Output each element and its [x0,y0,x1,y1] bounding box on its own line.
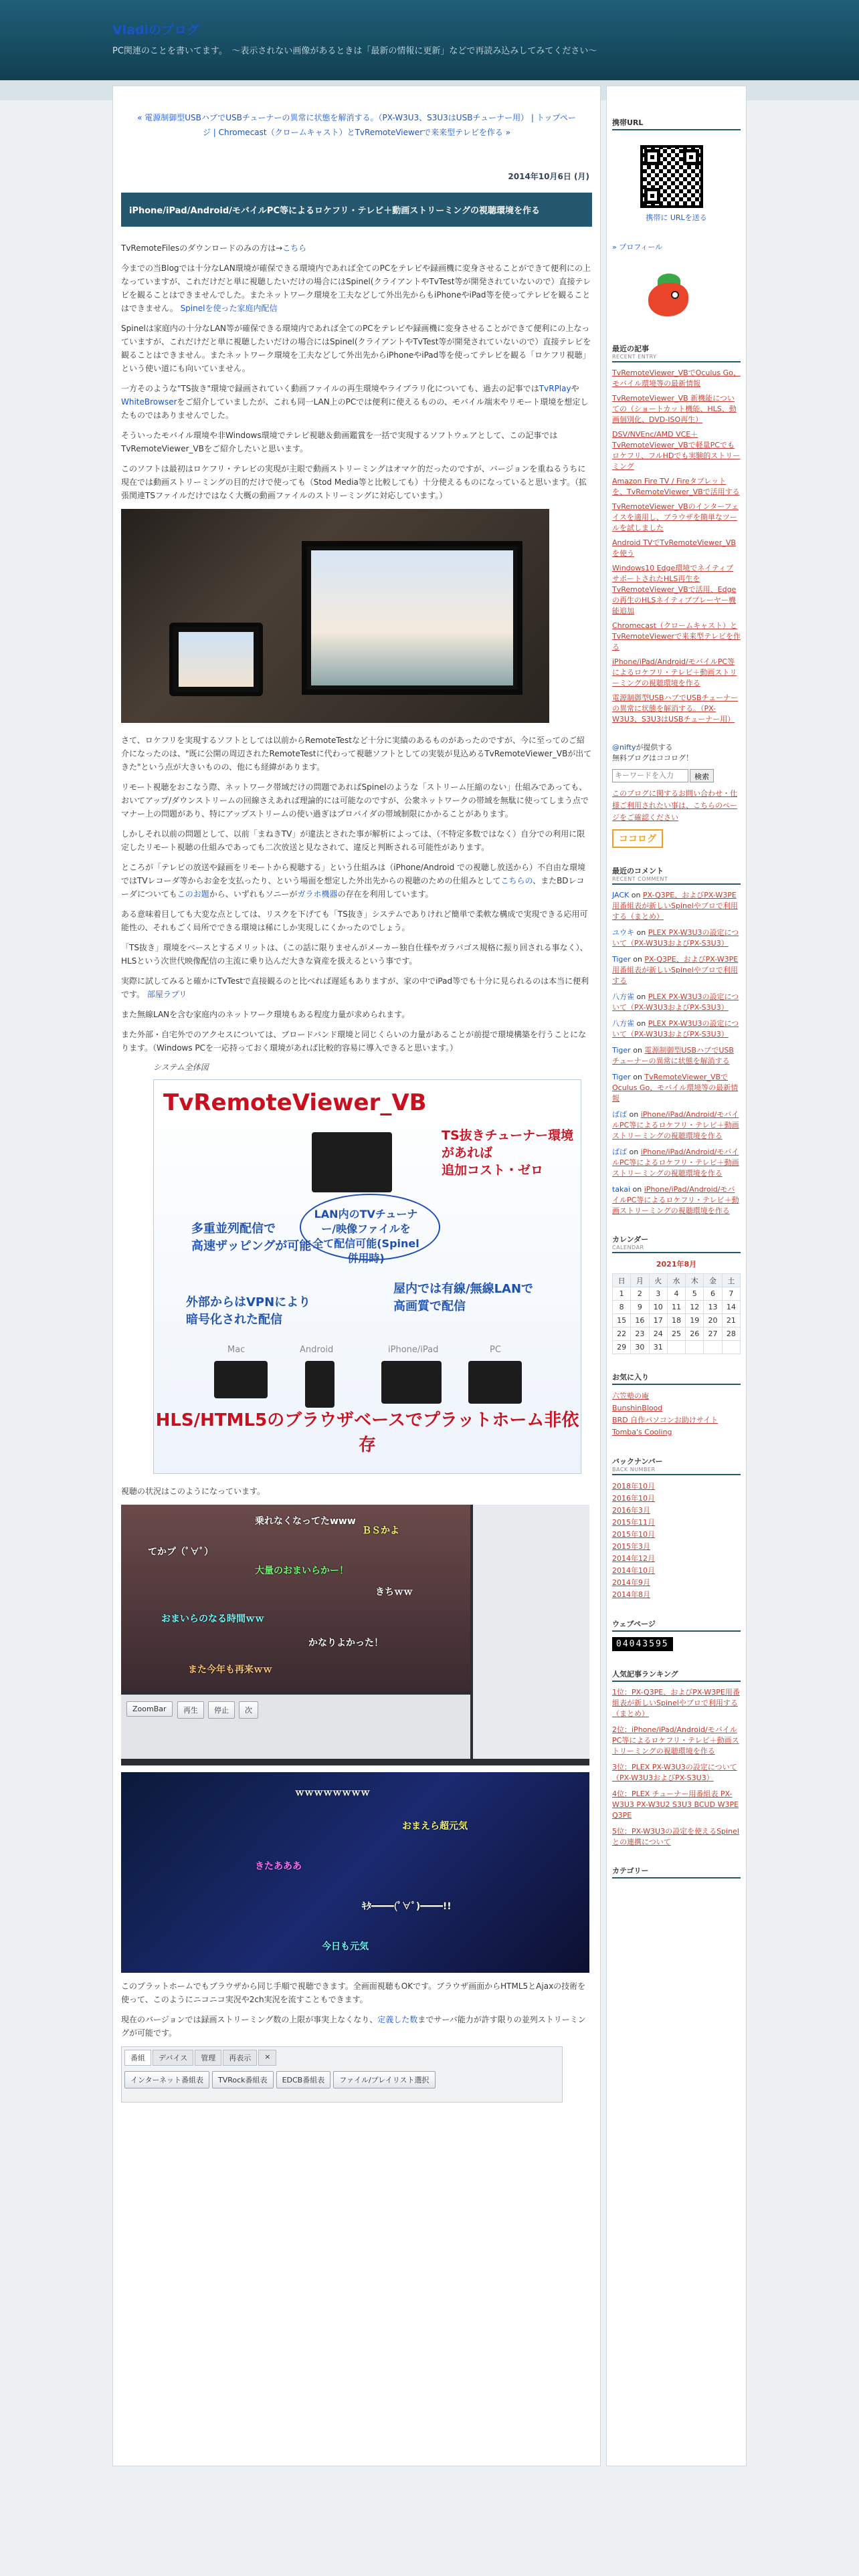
recent-entry-link[interactable]: DSV/NVEnc/AMD VCE＋TvRemoteViewer_VBで軽量PCでもロケフリ、フルHDでも実験的ストリーミング [612,430,741,471]
comment-text: また今年も再来ｗｗ [188,1665,272,1675]
para-text: 一方そのような"TS抜き"環境で録画されていく動画ファイルの再生環境やライブラリ化についても、過去の記事では [121,384,539,393]
recent-entry-link[interactable]: TvRemoteViewer_VBのインターフェイスを適用し、ブラウザを簡単なツールを試しました [612,502,739,532]
qr-corner [683,149,699,165]
calendar-day [704,1341,722,1354]
calendar-day: 25 [667,1327,685,1341]
cocolog-promo-link[interactable]: このブログに関するお問い合わせ・仕様ご利用されたい事は、こちらのページをご確認ください [612,789,737,822]
heading-text: 最近の記事 [612,344,649,353]
calendar-day [686,1341,704,1354]
comment-text: きたあああ [255,1861,302,1872]
list-item [612,368,741,389]
article-link[interactable]: 部屋ラプリ [147,990,187,999]
heading-sub: CALENDAR [612,1245,644,1251]
paragraph: このプラットホームでもブラウザから同じ手順で視聴できます。全画面視聴もOKです。ブラウザ画面からHTML5とAjaxの技術を使って、このようにニコニコ実況や2ch実況を流すこともできます。 [121,1981,586,2004]
calendar-day: 23 [631,1327,649,1341]
calendar-table [612,1273,741,1354]
heading-sub: RECENT COMMENT [612,876,668,882]
article-link[interactable]: このお題 [177,889,209,899]
calendar-day: 4 [667,1287,685,1301]
comment-on: on [636,1019,646,1028]
favorite-link[interactable]: BunshinBlood [612,1404,663,1412]
ranking-list [612,1687,741,1848]
calendar-day: 30 [631,1341,649,1354]
para-text: ところが「テレビの放送や録画をリモートから視聴する」という仕組みは（iPhone/Android での視聴し放送から）不自由な環境ではTVレコーダ等からお金を支払ったり、という場面を想定した外出先からの視聴のための仕組みとして [121,863,586,885]
comment-on: on [633,955,642,964]
comment-on: on [629,1110,639,1119]
comment-author[interactable]: Tiger [612,1073,631,1081]
ranking-link[interactable]: 4位：PLEX チューナー用番組表 PX-W3U3 PX-W3U2 S3U3 BCUD W3PE Q3PE [612,1790,739,1820]
paragraph: 視聴の状況はこのようになっています。 [121,1487,266,1496]
tv-large [302,541,522,695]
system-diagram [153,1079,581,1474]
comment-post-link[interactable]: iPhone/iPad/Android/モバイルPC等によるロケフリ・テレビ＋動画ストリーミングの視聴環境を作る [612,1148,739,1178]
comment-author[interactable]: 八方雀 [612,1019,634,1028]
cocolog-logo[interactable]: ココログ [612,829,663,848]
calendar-row [613,1341,741,1354]
comment-post-link[interactable]: iPhone/iPad/Android/モバイルPC等によるロケフリ・テレビ＋動画ストリーミングの視聴環境を作る [612,1185,739,1215]
calendar-day: 24 [649,1327,667,1341]
list-item [612,429,741,472]
comment-post-link[interactable]: TvRemoteViewer_VBでOculus Go、モバイル環境等の最新情報 [612,1073,739,1103]
category-block [612,1865,741,1879]
calendar-day: 3 [649,1287,667,1301]
comment-author[interactable]: JACK [612,891,630,899]
para-text: をご紹介していましたが、これも同一LAN上のPCでは便利に使えるものの、モバイル端末やリモート環境を想定したものではありませんでした。 [121,397,589,420]
sidebar-heading: お気に入り [612,1372,741,1385]
favorite-link[interactable]: 六笠塾の庵 [612,1392,649,1400]
archive-link[interactable]: 2015年10月 [612,1530,655,1539]
list-item [612,476,741,498]
calendar-row [613,1314,741,1327]
calendar-day: 11 [667,1301,685,1314]
paragraph [121,861,592,901]
nifty-link[interactable]: @nifty [612,743,636,752]
paragraph: そういったモバイル環境や非Windows環境でテレビ視聴＆動画鑑賞を一括で実現するソフトウェアとして、この記事ではTvRemoteViewer_VBをご紹介したいと思います。 [121,431,558,453]
edcb-guide-button[interactable]: EDCB番組表 [276,2071,331,2088]
comment-post-link[interactable]: PLEX PX-W3U3の設定について（PX-W3U3およびPX-S3U3） [612,992,739,1012]
paragraph [121,261,592,315]
para-text: までサーバ能力が許す限りの並列ストリーミングが可能です。 [121,2015,586,2038]
calendar-day: 27 [704,1327,722,1341]
diagram-note: LAN内のTVチューナー/映像ファイルを 全て配信可能(Spinel併用時) [312,1208,419,1265]
nifty-promo [612,742,741,764]
diagram-note: 多重並列配信で 高速ザッピングが可能 [191,1222,312,1253]
archive-link[interactable]: 2014年8月 [612,1590,650,1599]
comment-list [612,890,741,1216]
paragraph: リモート視聴をおこなう際、ネットワーク帯域だけの問題であればSpinelのような「ストリーム圧縮のない」仕組みであっても、おいてアップ/ダウンストリームの回線さえあれば理論的には可能なのですが、公衆ネットワークの帯域を無駄に使ってしまう点でマナー上の問題があり、特にアップストリームの使い過ぎはプロバイダの帯域制限にかかることがあります。 [121,782,589,819]
calendar-day: 6 [704,1287,722,1301]
paragraph: ある意味着目しても大変な点としては、リスクを下げても「TS抜き」システムでありけれど簡単で柔軟な構成で実現できる応用可能性の、それもごく局所でできる環境は稀にしか実現しにくかったのでしょう。 [121,909,588,932]
article-link[interactable]: こちらの [500,876,533,885]
calendar-day: 9 [631,1301,649,1314]
comment-post-link[interactable]: PLEX PX-W3U3の設定について（PX-W3U3およびPX-S3U3） [612,1019,739,1039]
calendar-day: 26 [686,1327,704,1341]
list-item [612,1045,741,1067]
sidebar-heading [612,865,741,885]
sidebar-heading: 携帯URL [612,117,741,130]
list-item [612,1725,741,1757]
comment-text: 大量のおまいらかー！ [255,1566,349,1576]
recent-entry-link[interactable]: TvRemoteViewer_VB 新機能についての（ショートカット機能、HLS、動画個別化、DVD-ISO再生） [612,394,737,424]
favorite-link[interactable]: Tomba's Cooling [612,1428,672,1436]
list-item [612,1147,741,1179]
paragraph: このソフトは最初はロケフリ・テレビの実現が主眼で動画ストリーミングはオマケ的だったのですが、バージョンを重ねるうちに現在では動画ストリーミングの目的だけで使っても（Stod Media等と比較しても）十分使えるものになっていると思います。（拡張関連TSファイルだけではなく大概の動画ファイルのストリーミングに対応しています。） [121,464,587,500]
paragraph [121,974,592,1001]
comment-on: on [633,1073,642,1081]
post-title: iPhone/iPad/Android/モバイルPC等によるロケフリ・テレビ＋動画ストリーミングの視聴環境を作る [121,193,592,227]
calendar-day: 8 [613,1301,631,1314]
site-title[interactable]: Vladiのブログ [112,23,200,37]
calendar-day: 7 [722,1287,740,1301]
calendar-day: 19 [686,1314,704,1327]
diagram-note: 屋内では有線/無線LANで 高画質で配信 [393,1282,534,1313]
heading-text: バックナンバー [612,1457,663,1466]
paragraph: さて、ロケフリを実現するソフトとしては以前からRemoteTestなど十分に実績のあるものがあったのですが、今に至ってのご紹介になったのは、"既に公開の周辺されたRemoteTestに代わって視聴ソフトとしての実装が見込めるTvRemoteViewer_VBが出てきた"という点が大きいものの、他にも経緯があります。 [121,736,592,772]
list-item [612,1687,741,1719]
paragraph [121,382,592,422]
list-item [612,1018,741,1040]
recent-entry-list [612,368,741,725]
calendar-day: 16 [631,1314,649,1327]
diagram-footer: HLS/HTML5のブラウザベースでプラットホーム非依存 [155,1410,579,1455]
comment-post-link[interactable]: PLEX PX-W3U3の設定について（PX-W3U3およびPX-S3U3） [612,928,739,948]
comment-author[interactable]: Tiger [612,1046,631,1055]
paragraph [121,241,592,255]
comment-text: ｷﾀ━━━━(ﾟ∀ﾟ)━━━━!! [362,1901,452,1912]
paragraph [121,2013,592,2040]
laptop-device [214,1361,268,1398]
calendar-day: 14 [722,1301,740,1314]
comment-author[interactable]: ユウキ [612,928,634,937]
mascot-body [648,283,688,316]
calendar-day: 31 [649,1341,667,1354]
diagram-note: TS抜きチューナー環境があれば 追加コスト・ゼロ [442,1128,574,1178]
tvrock-guide-button[interactable]: TVRock番組表 [212,2071,274,2088]
archive-link[interactable]: 2015年11月 [612,1518,655,1527]
diagram-title: TvRemoteViewer_VB [163,1089,427,1116]
list-item [612,1762,741,1784]
tv-screen [311,550,513,685]
webpage-block [612,1618,741,1651]
sidebar-heading: ウェブページ [612,1618,741,1632]
favorite-link[interactable]: BRD 自作パソコンお助けサイト [612,1416,719,1424]
comment-text: かなりよかった！ [308,1638,383,1648]
recent-entry-link[interactable]: TvRemoteViewer_VBでOculus Go、モバイル環境等の最新情報 [612,368,741,388]
comment-post-link[interactable]: 電源制御型USBハブでUSBチューナーの異常に状態を解消する [612,1046,734,1065]
site-description: PC関連のことを書いてます。 ～表示されない画像があるときは「最新の情報に更新」などで再読み込みしてみてください～ [112,46,597,56]
comment-text: ｗｗｗｗｗｗｗｗ [295,1788,370,1798]
paragraph: また無線LANを含む家庭内のネットワーク環境もある程度力量が求められます。 [121,1010,410,1019]
comment-pane [473,1505,589,1759]
calendar-day [722,1341,740,1354]
next-post-link[interactable]: Chromecast（クロームキャスト）とTvRemoteViewerで来来型テレビを作る » [218,128,511,137]
weekday-label: 日 [613,1274,631,1287]
android-device [305,1361,335,1408]
comment-text: おまえら超元気 [402,1821,468,1832]
comment-text: おまいらのなる時間ｗｗ [161,1614,264,1624]
list-item [612,1789,741,1821]
list-item [612,563,741,617]
para-text: 今までの当Blogでは十分なLAN環境が確保できる環境内であれば全てのPCをテレビや録画機に変身させることができて便利にの上なっていますが、これだけだと単に視聴したいだけの場合にはSpinel(クライアントやTvTest等が開発されていないので）直接テレビを観ることはできませんでした。またネットワーク環境を工夫などして外出先からもiPhoneやiPad等を使ってテレビを観ることはできません。 [121,263,591,313]
calendar-day: 29 [613,1341,631,1354]
comment-on: on [632,1185,642,1194]
tv-photo [121,509,549,723]
list-item [612,693,741,725]
file-select-button[interactable]: ファイル/プレイリスト選択 [333,2071,435,2088]
mascot-eye [671,291,679,299]
server-device [312,1132,392,1192]
comment-text: ＢＳかよ [362,1525,399,1536]
post-date: 2014年10月6日 (月) [508,172,589,181]
calendar-day [667,1341,685,1354]
weekday-label: 木 [686,1274,704,1287]
calendar-day: 28 [722,1327,740,1341]
recent-entry-link[interactable]: 電源制御型USBハブでUSBチューナーの異常に状態を解消する。（PX-W3U3、S3U3はUSBチューナー用） [612,693,739,724]
download-link[interactable]: こちら [282,243,307,253]
profile-link[interactable]: » プロフィール [612,243,663,251]
device-label: Mac [227,1345,246,1355]
whitebrowser-link[interactable]: WhiteBrowser [121,397,177,407]
ranking-link[interactable]: 5位：PX-W3U3の設定を使えるSpinelとの連携について [612,1827,739,1846]
calendar-day: 18 [667,1314,685,1327]
player-controls [121,1695,470,1759]
qr-code [640,145,703,208]
search-button[interactable]: 検索 [690,769,714,782]
promo-text: が提供する 無料ブログはココログ！ [612,743,693,762]
list-item [612,1184,741,1216]
weekday-label: 金 [704,1274,722,1287]
calendar-month: 2021年8月 [656,1260,697,1269]
calendar-day: 17 [649,1314,667,1327]
mascot-image [644,274,694,323]
recent-entry-link[interactable]: iPhone/iPad/Android/モバイルPC等によるロケフリ・テレビ＋動画ストリーミングの視聴環境を作る [612,657,737,687]
weekday-label: 月 [631,1274,649,1287]
spinel-link[interactable]: Spinelを使った家庭内配信 [180,304,278,313]
paragraph: また外部・自宅外でのアクセスについては、ブロードバンド環境と同じくらいの力量があることが前提で環境構築を行うことになります。（Windows PCを一応持っておく環境があれば比較的容易に導入できると思います。） [121,1030,587,1053]
calendar-row [613,1287,741,1301]
comment-on: on [633,1046,642,1055]
sidebar-heading [612,1234,741,1253]
device-label: iPhone/iPad [388,1345,439,1355]
para-text: 、またBDレコーダについても [121,876,585,899]
para-text: から、いずれもソニーが [209,889,298,899]
comment-on: on [631,891,641,899]
comment-text: 乗れなくなってたwww [255,1516,356,1527]
recent-entries [612,343,741,725]
favorites-block [612,1372,741,1438]
sidebar-heading [612,343,741,362]
search-input[interactable] [612,769,688,782]
comment-post-link[interactable]: PX-Q3PE、およびPX-W3PE用番組表が新しいSpinelやブロで利用する [612,955,739,985]
comment-text: 今日も元気 [322,1941,369,1952]
calendar-day: 1 [613,1287,631,1301]
diagram-caption: システム全体図 [153,1063,209,1072]
list-item [612,1072,741,1104]
weekday-label: 土 [722,1274,740,1287]
archive-link[interactable]: 2014年10月 [612,1566,655,1575]
internet-guide-button[interactable]: インターネット番組表 [124,2071,209,2088]
search-row [612,769,741,782]
qr-corner [644,188,660,204]
list-item [612,621,741,653]
tv-small [169,623,263,696]
recent-entry-link[interactable]: Android TVでTvRemoteViewer_VBを使う [612,538,736,558]
list-item [612,538,741,559]
article-link[interactable]: 定義した数 [377,2015,418,2024]
play-button[interactable]: 再生 [177,1701,204,1719]
sidebar-heading: カテゴリー [612,1865,741,1879]
article-link[interactable]: ガラホ機器 [297,889,338,899]
calendar-day: 2 [631,1287,649,1301]
comment-post-link[interactable]: PX-Q3PE、およびPX-W3PE用番組表が新しいSpinelやブロで利用する（まとめ） [612,891,738,921]
calendar-row [613,1327,741,1341]
weekday-label: 水 [667,1274,685,1287]
comment-on: on [636,928,646,937]
list-item [612,1109,741,1142]
tvrplay-link[interactable]: TvRPlay [539,384,571,393]
ranking-block [612,1669,741,1848]
calendar-day: 15 [613,1314,631,1327]
archive-link[interactable]: 2014年9月 [612,1578,650,1587]
ui-buttons [122,2066,562,2094]
iphone-device [381,1361,442,1404]
tv-screen [179,632,254,687]
profile-label: プロフィール [619,243,663,251]
list-item [612,890,741,922]
list-item [612,1826,741,1848]
post-navigation: « 電源制御型USBハブでUSBチューナーの異常に状態を解消する。（PX-W3U3、S3U3はUSBチューナー用） | トップページ | Chromecast（クロームキャスト）とTvRemoteViewerで来来型テレビを作る » [137,113,576,137]
comment-post-link[interactable]: iPhone/iPad/Android/モバイルPC等によるロケフリ・テレビ＋動画ストリーミングの視聴環境を作る [612,1110,739,1140]
device-label: Android [300,1345,334,1355]
list-item [612,393,741,425]
recent-entry-link[interactable]: Windows10 Edge環境でネイティブサポートされたHLS再生をTvRemoteViewer_VBで活用、Edgeの再生のHLSネイティブプレーヤー機能追加 [612,564,737,615]
archive-link[interactable]: 2018年10月 [612,1482,655,1491]
calendar-day: 5 [686,1287,704,1301]
backnumber-block [612,1456,741,1601]
calendar-day: 21 [722,1314,740,1327]
viewer-screenshot [121,1505,589,1765]
para-text: 現在のバージョンでは録画ストリーミング数の上限が事実上なくなり、 [121,2015,378,2024]
archive-link[interactable]: 2015年3月 [612,1542,650,1551]
recent-entry-link[interactable]: Amazon Fire TV / Fireタブレットを、TvRemoteViewer_VBで活用する [612,477,740,496]
calendar-block [612,1234,741,1354]
main-content [112,86,601,2466]
weekday-label: 火 [649,1274,667,1287]
list-item [612,954,741,986]
tab-program[interactable]: 番組 [124,2050,151,2066]
next-button[interactable]: 次 [239,1701,258,1719]
calendar-day: 20 [704,1314,722,1327]
ranking-link[interactable]: 2位：iPhone/iPad/Android/モバイルPC等によるロケフリ・テレビ＋動画ストリーミングの視聴環境を作る [612,1725,739,1755]
heading-text: 最近のコメント [612,867,664,875]
para-text: TvRemoteFilesのダウンロードのみの方は→ [121,243,283,253]
mobile-url-block [612,117,741,224]
heading-text: カレンダー [612,1235,649,1244]
paragraph: Spinelは家庭内の十分なLAN等が確保できる環境内であれば全てのPCをテレビや録画機に変身させることができて便利にの上なっていますが、これだけだと単に視聴したいだけの場合にはSpinel(クライアントやTvTest等が開発されていないので）直接テレビを観ることはできません。またネットワーク環境を工夫などして外出先からiPhoneやiPad等を使ってテレビを観る「ロケフリ視聴」という使い道にも向いていません。 [121,324,591,373]
calendar-row [613,1301,741,1314]
access-counter: 04043595 [612,1637,673,1651]
sidebar-heading [612,1456,741,1475]
pc-device [468,1361,522,1404]
sidebar-heading: 人気記事ランキング [612,1669,741,1682]
paragraph: しかしそれ以前の問題として、以前「まねきTV」が違法とされた事が解析によっては、（不特定多数ではなく）自分での利用に限定したリモート視聴の仕組みであっても二次放送と見なされて、違反と判断される可能性があります。 [121,829,585,852]
heading-sub: RECENT ENTRY [612,354,657,360]
sidebar [606,86,747,2466]
viewer-ui-panel [121,2046,563,2103]
comment-author[interactable]: Tiger [612,955,631,964]
list-item [612,502,741,534]
para-text: や [571,384,579,393]
comment-text: てかプ（ﾟ∀ﾟ） [148,1547,213,1558]
comment-author[interactable]: ばば [612,1148,627,1156]
tab-admin[interactable]: 管理 [195,2050,221,2066]
ranking-link[interactable]: 1位：PX-Q3PE、およびPX-W3PE用番組表が新しいSpinelやブロで利用する（まとめ） [612,1688,740,1718]
device-label: PC [490,1345,501,1355]
qr-corner [644,149,660,165]
ui-tabs [122,2047,562,2066]
tab-close[interactable]: × [258,2050,276,2066]
recent-comments [612,865,741,1216]
para-text: 実際に試してみると確かにTvTestで直接観るのと比べれば遅延もありますが、家の中でiPad等でも十分に見られるのは本当に便利です。 [121,976,589,999]
archive-link[interactable]: 2016年3月 [612,1506,650,1515]
calendar-day: 10 [649,1301,667,1314]
search-block [612,742,741,848]
zoom-button[interactable]: ZoomBar [126,1701,173,1717]
tab-device[interactable]: デバイス [153,2050,193,2066]
calendar-day: 22 [613,1327,631,1341]
list-item [612,928,741,949]
paragraph: 「TS抜き」環境をベースとするメリットは、（この話に限りませんがメーカー独自仕様やガラパゴス規格に振り回される事なく）、HLSという次世代映像配信の主流に乗り込んだ大きな資産を扱えるという事です。 [121,943,588,966]
site-header [0,0,859,80]
comment-screenshot [121,1772,589,1973]
list-item [612,992,741,1013]
para-text: の存在を利用しています。 [337,889,434,899]
prev-post-link[interactable]: « 電源制御型USBハブでUSBチューナーの異常に状態を解消する。（PX-W3U3、S3U3はUSBチューナー用） [137,113,529,122]
list-item [612,657,741,689]
heading-sub: BACK NUMBER [612,1467,656,1473]
archive-link[interactable]: 2016年10月 [612,1494,655,1503]
comment-author[interactable]: takai [612,1185,631,1194]
tab-reload[interactable]: 再表示 [223,2050,257,2066]
send-url-link[interactable]: 携帯に URLを送る [646,213,707,222]
archive-link[interactable]: 2014年12月 [612,1554,655,1563]
video-area [121,1505,470,1692]
top-page-link[interactable]: トップページ [202,113,576,137]
comment-author[interactable]: ばば [612,1110,627,1119]
calendar-day: 12 [686,1301,704,1314]
ranking-link[interactable]: 3位：PLEX PX-W3U3の設定について（PX-W3U3およびPX-S3U3） [612,1763,737,1782]
comment-author[interactable]: 八方雀 [612,992,634,1001]
stop-button[interactable]: 停止 [208,1701,235,1719]
diagram-note: 外部からはVPNにより 暗号化された配信 [186,1295,311,1327]
calendar-day: 13 [704,1301,722,1314]
comment-on: on [636,992,646,1001]
recent-entry-link[interactable]: Chromecast（クロームキャスト）とTvRemoteViewerで来来型テレビを作る [612,621,741,651]
comment-on: on [629,1148,639,1156]
comment-text: きちｗｗ [375,1587,413,1598]
calendar-header-row [613,1274,741,1287]
